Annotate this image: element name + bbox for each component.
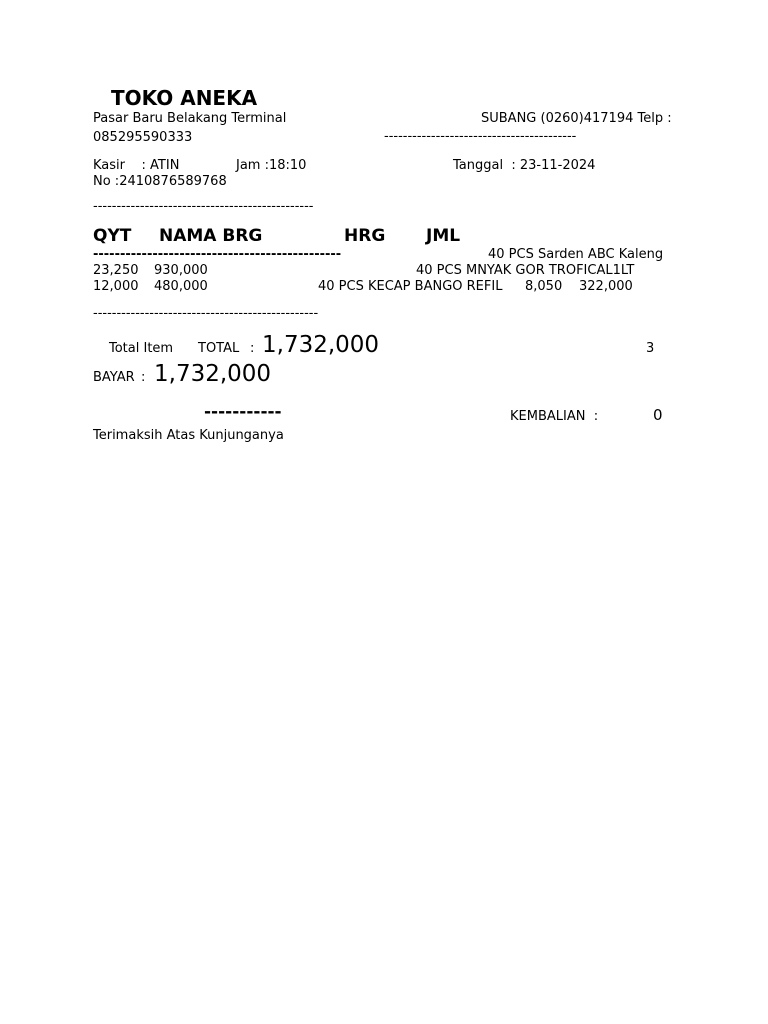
item-line-1-text: 40 PCS Sarden ABC Kaleng bbox=[488, 247, 664, 262]
header-underline: ---------------------------------------------- bbox=[93, 247, 342, 262]
store-city-phone: SUBANG (0260)417194 Telp : bbox=[481, 111, 672, 126]
separator-2: ------------------------------------------------ bbox=[93, 306, 319, 321]
bayar-label: BAYAR bbox=[93, 370, 135, 385]
total-colon: : bbox=[250, 341, 255, 356]
item-line-2-price: 23,250 bbox=[93, 263, 139, 278]
date: Tanggal : 23-11-2024 bbox=[453, 158, 596, 173]
header-price: HRG bbox=[344, 226, 386, 246]
receipt-number: No :2410876589768 bbox=[93, 174, 227, 189]
item-line-3-price: 12,000 bbox=[93, 279, 139, 294]
total-value: 1,732,000 bbox=[262, 332, 380, 358]
item-line-3-unit-price: 8,050 bbox=[525, 279, 563, 294]
total-label: TOTAL bbox=[198, 341, 240, 356]
header-amount: JML bbox=[426, 226, 461, 246]
thanks-message: Terimaksih Atas Kunjunganya bbox=[93, 428, 284, 443]
header-qty: QYT bbox=[93, 226, 132, 246]
kembalian-value: 0 bbox=[653, 406, 663, 424]
footer-dash: ----------- bbox=[204, 402, 282, 422]
item-line-2-amount: 930,000 bbox=[154, 263, 208, 278]
separator-top: ----------------------------------------- bbox=[384, 129, 577, 144]
bayar-value: 1,732,000 bbox=[154, 361, 272, 387]
header-name: NAMA BRG bbox=[159, 226, 263, 246]
time: Jam :18:10 bbox=[236, 158, 307, 173]
store-name: TOKO ANEKA bbox=[111, 86, 258, 110]
cashier: Kasir : ATIN bbox=[93, 158, 180, 173]
item-line-3-amount: 480,000 bbox=[154, 279, 208, 294]
separator-1: ----------------------------------------------- bbox=[93, 199, 314, 214]
store-address: Pasar Baru Belakang Terminal bbox=[93, 111, 287, 126]
total-item-label: Total Item bbox=[109, 341, 174, 356]
item-line-3-text: 40 PCS KECAP BANGO REFIL bbox=[318, 279, 503, 294]
bayar-colon: : bbox=[141, 370, 146, 385]
store-phone: 085295590333 bbox=[93, 130, 193, 145]
item-line-3-total: 322,000 bbox=[579, 279, 633, 294]
item-line-2-text: 40 PCS MNYAK GOR TROFICAL1LT bbox=[416, 263, 635, 278]
total-item-value: 3 bbox=[646, 341, 655, 356]
kembalian-label: KEMBALIAN : bbox=[510, 409, 599, 424]
